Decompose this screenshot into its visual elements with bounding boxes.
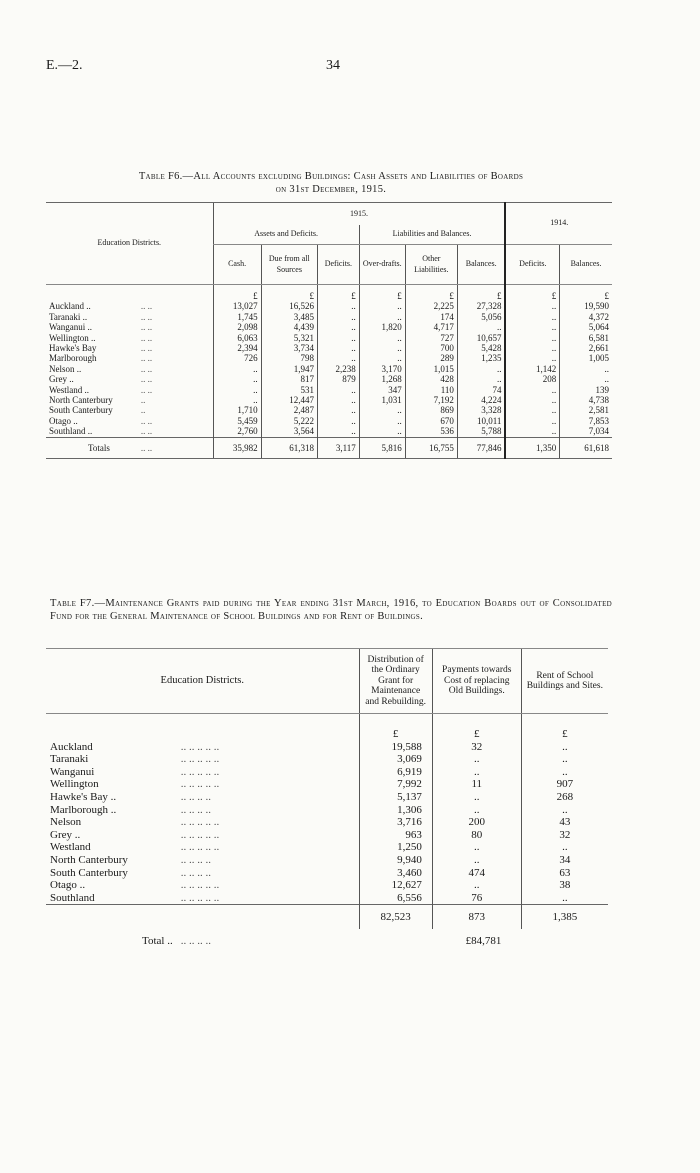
f6-total-cell: 1,350: [505, 437, 559, 458]
f6-col-cash: Cash.: [213, 245, 261, 285]
f7-leader-dots: .. .. .. .. ..: [180, 778, 220, 791]
f7-district-name: Grey ..: [50, 828, 81, 841]
f7-leader-dots: .. .. .. .. ..: [180, 891, 220, 904]
f7-cell: 38: [521, 879, 608, 892]
f6-row: [46, 312, 612, 322]
f6-cell: 174: [405, 312, 457, 322]
f6-cell: ..: [359, 405, 405, 415]
f7-total-dots: .. .. .. ..: [180, 935, 211, 948]
f6-cell: 798: [261, 353, 317, 363]
f6-total-cell: 5,816: [359, 437, 405, 458]
f6-cell: 1,015: [405, 364, 457, 374]
f7-unit: £: [359, 714, 432, 741]
f6-cell: 1,820: [359, 322, 405, 332]
f6-cell: 536: [405, 426, 457, 437]
f6-cell: 869: [405, 405, 457, 415]
f6-total-cell: 16,755: [405, 437, 457, 458]
f6-cell: 2,225: [405, 301, 457, 311]
f6-cell: 1,268: [359, 374, 405, 384]
f6-leader-dots: .. ..: [140, 384, 153, 395]
f6-cell: ..: [560, 364, 612, 374]
f6-stub-head: Education Districts.: [46, 203, 213, 285]
f6-cell: 3,734: [261, 343, 317, 353]
f6-cell: ..: [318, 395, 360, 405]
f6-col-balances-1914: Balances.: [560, 245, 612, 285]
f6-cell: 2,581: [560, 405, 612, 415]
f6-leader-dots: .. ..: [140, 353, 153, 364]
f7-row: [46, 804, 608, 817]
f7-cell: ..: [432, 791, 521, 804]
f6-cell: ..: [505, 405, 559, 415]
f6-cell: ..: [213, 364, 261, 374]
f7-cell: 19,588: [359, 741, 432, 754]
f6-leader-dots: ..: [140, 395, 146, 406]
f7-leader-dots: .. .. .. .. ..: [180, 816, 220, 829]
f6-leader-dots: .. ..: [140, 343, 153, 354]
report-code: E.—2.: [46, 58, 83, 73]
f6-cell: 2,238: [318, 364, 360, 374]
f6-cell: 5,459: [213, 416, 261, 426]
f6-cell: ..: [505, 385, 559, 395]
f6-district-name: Taranaki ..: [49, 311, 88, 322]
f6-group-liabilities: Liabilities and Balances.: [359, 225, 505, 245]
f6-cell: 139: [560, 385, 612, 395]
f6-district-name: Nelson ..: [49, 363, 82, 374]
f6-cell: 208: [505, 374, 559, 384]
f7-row: [46, 892, 608, 905]
f6-cell: 3,485: [261, 312, 317, 322]
f6-district-name: Otago ..: [49, 415, 78, 426]
f7-cell: 1,306: [359, 804, 432, 817]
f6-cell: 1,142: [505, 364, 559, 374]
f7-unit-row: [46, 714, 608, 741]
f6-col-other-liabilities: Other Liabilities.: [405, 245, 457, 285]
f6-row: [46, 385, 612, 395]
f7-cell: 6,919: [359, 766, 432, 779]
f6-cell: 670: [405, 416, 457, 426]
f6-unit: £: [359, 285, 405, 302]
f7-cell: 7,992: [359, 778, 432, 791]
f6-cell: 879: [318, 374, 360, 384]
f7-unit: £: [432, 714, 521, 741]
f7-total-row: [46, 929, 608, 947]
f6-cell: ..: [318, 416, 360, 426]
f7-cell: ..: [432, 879, 521, 892]
f6-col-overdrafts: Over-drafts.: [359, 245, 405, 285]
f6-cell: 289: [405, 353, 457, 363]
f6-cell: 2,394: [213, 343, 261, 353]
f6-cell: ..: [213, 395, 261, 405]
f6-cell: 2,760: [213, 426, 261, 437]
f7-cell: ..: [521, 741, 608, 754]
f6-cell: ..: [318, 312, 360, 322]
f6-year-1915: 1915.: [213, 203, 505, 225]
f6-cell: ..: [505, 395, 559, 405]
f6-row: [46, 426, 612, 437]
f6-unit: £: [405, 285, 457, 302]
f7-district-name: North Canterbury: [50, 853, 128, 866]
f6-row: [46, 333, 612, 343]
f7-cell: ..: [521, 841, 608, 854]
f6-row: [46, 395, 612, 405]
f7-cell: 11: [432, 778, 521, 791]
f6-leader-dots: .. ..: [140, 426, 153, 437]
f6-district-name: Southland ..: [49, 426, 93, 437]
f7-leader-dots: .. .. .. .. ..: [180, 879, 220, 892]
f7-leader-dots: .. .. .. .. ..: [180, 753, 220, 766]
f7-subtotal-cell: 873: [432, 905, 521, 930]
f6-cell: ..: [359, 333, 405, 343]
f7-cell: 63: [521, 867, 608, 880]
f6-cell: ..: [318, 385, 360, 395]
f7-cell: 12,627: [359, 879, 432, 892]
f7-district-name: Southland: [50, 891, 95, 904]
f6-cell: ..: [359, 312, 405, 322]
f6-col-due: Due from all Sources: [261, 245, 317, 285]
f6-cell: 531: [261, 385, 317, 395]
f6-cell: ..: [457, 364, 505, 374]
f6-unit: £: [505, 285, 559, 302]
f6-cell: ..: [505, 343, 559, 353]
f6-cell: ..: [505, 333, 559, 343]
f6-cell: ..: [457, 322, 505, 332]
f6-cell: 7,853: [560, 416, 612, 426]
f6-cell: ..: [505, 353, 559, 363]
f6-unit: £: [457, 285, 505, 302]
table-f7: [46, 648, 608, 947]
f7-district-name: Auckland: [50, 740, 93, 753]
f6-cell: 1,005: [560, 353, 612, 363]
f6-cell: 6,063: [213, 333, 261, 343]
f7-cell: 43: [521, 816, 608, 829]
f7-row: [46, 867, 608, 880]
f6-cell: ..: [505, 322, 559, 332]
f6-cell: ..: [359, 426, 405, 437]
f6-district-name: North Canterbury: [49, 395, 113, 406]
f6-cell: 2,487: [261, 405, 317, 415]
f6-cell: 12,447: [261, 395, 317, 405]
f7-cell: 80: [432, 829, 521, 842]
f6-leader-dots: .. ..: [140, 332, 153, 343]
f6-cell: ..: [318, 426, 360, 437]
f7-cell: ..: [521, 766, 608, 779]
f6-totals-row: [46, 437, 612, 458]
f6-total-cell: 61,318: [261, 437, 317, 458]
f7-cell: 3,716: [359, 816, 432, 829]
f7-cell: 9,940: [359, 854, 432, 867]
f7-stub-head: Education Districts.: [46, 649, 359, 714]
f7-leader-dots: .. .. .. .. ..: [180, 765, 220, 778]
f6-cell: 10,657: [457, 333, 505, 343]
page-number: 34: [326, 58, 340, 73]
f7-subtotal-cell: 82,523: [359, 905, 432, 930]
f6-cell: 5,788: [457, 426, 505, 437]
f7-cell: 3,460: [359, 867, 432, 880]
f6-cell: 1,710: [213, 405, 261, 415]
f6-cell: 13,027: [213, 301, 261, 311]
f6-cell: 5,064: [560, 322, 612, 332]
f7-district-name: Nelson: [50, 816, 82, 829]
f6-cell: ..: [318, 333, 360, 343]
f6-unit: £: [213, 285, 261, 302]
f6-district-name: Hawke's Bay: [49, 343, 97, 354]
f6-cell: 6,581: [560, 333, 612, 343]
f7-cell: 474: [432, 867, 521, 880]
f6-cell: 726: [213, 353, 261, 363]
f7-cell: ..: [432, 841, 521, 854]
f6-leader-dots: .. ..: [140, 311, 153, 322]
f6-leader-dots: .. ..: [140, 374, 153, 385]
f7-row: [46, 829, 608, 842]
f6-row: [46, 364, 612, 374]
f7-col-ordinary-grant: Distribution of the Ordinary Grant for Maintenance and Rebuilding.: [359, 649, 432, 714]
f7-cell: 1,250: [359, 841, 432, 854]
f6-cell: ..: [318, 322, 360, 332]
f6-group-assets: Assets and Deficits.: [213, 225, 359, 245]
f6-cell: ..: [213, 385, 261, 395]
f7-district-name: Wanganui: [50, 765, 95, 778]
f6-cell: 1,947: [261, 364, 317, 374]
f6-cell: ..: [359, 416, 405, 426]
f7-row: [46, 741, 608, 754]
f6-unit-row: [46, 285, 612, 302]
f6-district-name: Wellington ..: [49, 332, 96, 343]
f6-cell: ..: [359, 343, 405, 353]
f6-year-1914: 1914.: [505, 203, 612, 245]
f6-cell: ..: [318, 353, 360, 363]
f6-row: [46, 322, 612, 332]
f6-cell: 1,235: [457, 353, 505, 363]
f6-cell: 428: [405, 374, 457, 384]
page-header: [46, 58, 654, 78]
f7-cell: 963: [359, 829, 432, 842]
f6-cell: 5,056: [457, 312, 505, 322]
f7-leader-dots: .. .. .. .. ..: [180, 828, 220, 841]
f6-cell: 16,526: [261, 301, 317, 311]
f6-cell: 4,372: [560, 312, 612, 322]
f6-cell: ..: [318, 343, 360, 353]
f7-subtotal-row: [46, 905, 608, 930]
f7-col-rent: Rent of School Buildings and Sites.: [521, 649, 608, 714]
f6-cell: 3,170: [359, 364, 405, 374]
f6-cell: 1,031: [359, 395, 405, 405]
f7-district-name: Westland: [50, 841, 91, 854]
f6-total-cell: 61,618: [560, 437, 612, 458]
f6-district-name: South Canterbury: [49, 405, 113, 416]
f7-district-name: Hawke's Bay ..: [50, 790, 117, 803]
f6-cell: 5,222: [261, 416, 317, 426]
f7-cell: 268: [521, 791, 608, 804]
f6-col-deficits-1914: Deficits.: [505, 245, 559, 285]
table-f6: [46, 202, 612, 459]
f6-leader-dots: .. ..: [140, 322, 153, 333]
f6-cell: 3,564: [261, 426, 317, 437]
f6-cell: 74: [457, 385, 505, 395]
f6-cell: ..: [505, 312, 559, 322]
f6-row: [46, 343, 612, 353]
f6-cell: 4,738: [560, 395, 612, 405]
f7-cell: 32: [521, 829, 608, 842]
f7-grand-total: £84,781: [465, 935, 502, 948]
table-f7-caption: Table F7.—Maintenance Grants paid during the Year ending 31st March, 1916, to Education Boards out of Consolidated Fund for the General Maintenance of School Buildings and for Rent of Buildings.: [50, 598, 612, 622]
f7-leader-dots: .. .. .. ..: [180, 866, 211, 879]
f7-row: [46, 791, 608, 804]
f7-total-label: Total ..: [142, 935, 173, 948]
f7-cell: 32: [432, 741, 521, 754]
f7-unit: £: [521, 714, 608, 741]
f6-col-balances: Balances.: [457, 245, 505, 285]
f6-cell: 2,098: [213, 322, 261, 332]
f7-cell: ..: [432, 804, 521, 817]
f6-cell: ..: [457, 374, 505, 384]
f7-row: [46, 778, 608, 791]
f7-cell: 6,556: [359, 892, 432, 905]
f6-cell: ..: [318, 405, 360, 415]
f6-district-name: Westland ..: [49, 384, 90, 395]
f6-cell: ..: [560, 374, 612, 384]
f6-totals-dots: .. ..: [138, 437, 213, 458]
f7-row: [46, 854, 608, 867]
f7-district-name: Taranaki: [50, 753, 89, 766]
f6-cell: 4,439: [261, 322, 317, 332]
f6-total-cell: 35,982: [213, 437, 261, 458]
f6-cell: 19,590: [560, 301, 612, 311]
f7-cell: 5,137: [359, 791, 432, 804]
table-f6-caption-line1: Table F6.—All Accounts excluding Buildings: Cash Assets and Liabilities of Boards: [138, 171, 524, 182]
f6-cell: 2,661: [560, 343, 612, 353]
f7-cell: ..: [521, 753, 608, 766]
f7-leader-dots: .. .. .. ..: [180, 853, 211, 866]
f6-unit: £: [318, 285, 360, 302]
f7-cell: 34: [521, 854, 608, 867]
f6-cell: 727: [405, 333, 457, 343]
f7-row: [46, 766, 608, 779]
f7-cell: ..: [432, 766, 521, 779]
f7-cell: 200: [432, 816, 521, 829]
f6-row: [46, 416, 612, 426]
f6-row: [46, 405, 612, 415]
f6-cell: 110: [405, 385, 457, 395]
f6-totals-label: Totals: [46, 437, 138, 458]
f7-cell: 76: [432, 892, 521, 905]
f6-district-name: Wanganui ..: [49, 322, 93, 333]
f6-cell: ..: [505, 426, 559, 437]
f6-cell: 7,192: [405, 395, 457, 405]
f7-row: [46, 753, 608, 766]
f6-cell: 27,328: [457, 301, 505, 311]
f7-leader-dots: .. .. .. .. ..: [180, 841, 220, 854]
f7-district-name: South Canterbury: [50, 866, 128, 879]
f6-cell: 3,328: [457, 405, 505, 415]
f7-district-name: Otago ..: [50, 879, 86, 892]
f6-cell: ..: [505, 301, 559, 311]
f7-row: [46, 879, 608, 892]
f6-total-cell: 77,846: [457, 437, 505, 458]
f6-row: [46, 374, 612, 384]
f6-cell: 4,717: [405, 322, 457, 332]
f7-cell: 3,069: [359, 753, 432, 766]
f6-cell: ..: [359, 301, 405, 311]
f6-unit: £: [261, 285, 317, 302]
f7-leader-dots: .. .. .. .. ..: [180, 740, 220, 753]
f6-leader-dots: .. ..: [140, 363, 153, 374]
f6-cell: 4,224: [457, 395, 505, 405]
f7-col-replacing: Payments towards Cost of replacing Old Buildings.: [432, 649, 521, 714]
f7-subtotal-cell: 1,385: [521, 905, 608, 930]
f7-cell: ..: [432, 753, 521, 766]
f6-leader-dots: ..: [140, 405, 146, 416]
f6-cell: ..: [318, 301, 360, 311]
f7-body: [46, 714, 608, 905]
f7-cell: ..: [521, 804, 608, 817]
f6-cell: 10,011: [457, 416, 505, 426]
f6-leader-dots: .. ..: [140, 415, 153, 426]
f7-leader-dots: .. .. .. ..: [180, 803, 211, 816]
f6-cell: 5,428: [457, 343, 505, 353]
f7-cell: ..: [432, 854, 521, 867]
f7-leader-dots: .. .. .. ..: [180, 790, 211, 803]
f6-row: [46, 301, 612, 311]
f6-district-name: Marlborough: [49, 353, 97, 364]
f6-cell: 1,745: [213, 312, 261, 322]
f6-body: [46, 285, 612, 438]
f6-cell: 700: [405, 343, 457, 353]
f6-cell: ..: [213, 374, 261, 384]
f7-row: [46, 816, 608, 829]
f6-district-name: Auckland ..: [49, 301, 91, 312]
f6-cell: 5,321: [261, 333, 317, 343]
f6-cell: 817: [261, 374, 317, 384]
table-f6-caption-line2: on 31st December, 1915.: [275, 184, 387, 195]
f6-row: [46, 353, 612, 363]
f6-col-deficits: Deficits.: [318, 245, 360, 285]
f7-district-name: Marlborough ..: [50, 803, 117, 816]
f6-cell: 7,034: [560, 426, 612, 437]
f7-cell: ..: [521, 892, 608, 905]
f6-district-name: Grey ..: [49, 374, 74, 385]
f6-cell: 347: [359, 385, 405, 395]
f6-total-cell: 3,117: [318, 437, 360, 458]
f6-unit: £: [560, 285, 612, 302]
f6-cell: ..: [359, 353, 405, 363]
f7-row: [46, 841, 608, 854]
f6-cell: ..: [505, 416, 559, 426]
f6-leader-dots: .. ..: [140, 301, 153, 312]
f7-cell: 907: [521, 778, 608, 791]
table-f6-caption: [50, 170, 612, 196]
f7-district-name: Wellington: [50, 778, 99, 791]
